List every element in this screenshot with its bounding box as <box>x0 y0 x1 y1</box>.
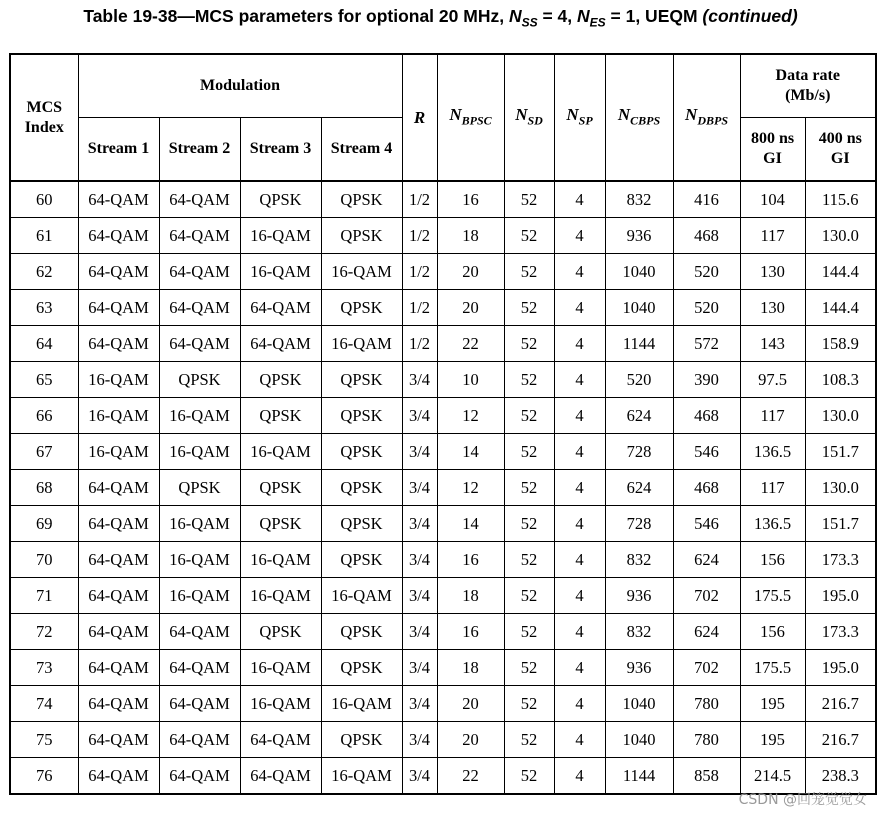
cell-stream-4: QPSK <box>321 542 402 578</box>
header-400ns-gi: 400 ns GI <box>805 118 876 182</box>
cell-nsd: 52 <box>504 326 554 362</box>
cell-r: 3/4 <box>402 650 437 686</box>
cell-stream-1: 64-QAM <box>78 290 159 326</box>
cell-stream-3: 64-QAM <box>240 290 321 326</box>
cell-nsp: 4 <box>554 506 605 542</box>
cell-mcs-index: 60 <box>10 181 78 218</box>
caption-nss: $N_{SS}$ <box>508 6 538 30</box>
cell-mcs-index: 63 <box>10 290 78 326</box>
cell-nsp: 4 <box>554 686 605 722</box>
cell-nsd: 52 <box>504 362 554 398</box>
cell-mcs-index: 73 <box>10 650 78 686</box>
header-modulation: Modulation <box>78 54 402 118</box>
header-nsd: $N_{SD}$ <box>504 54 554 181</box>
cell-nbpsc: 20 <box>437 722 504 758</box>
cell-r: 3/4 <box>402 398 437 434</box>
cell-rate-400ns: 108.3 <box>805 362 876 398</box>
cell-rate-400ns: 173.3 <box>805 542 876 578</box>
cell-nsp: 4 <box>554 470 605 506</box>
cell-r: 3/4 <box>402 506 437 542</box>
cell-stream-1: 16-QAM <box>78 362 159 398</box>
cell-stream-3: 16-QAM <box>240 650 321 686</box>
cell-nsd: 52 <box>504 650 554 686</box>
cell-nbpsc: 18 <box>437 578 504 614</box>
cell-nsp: 4 <box>554 758 605 795</box>
cell-stream-2: 16-QAM <box>159 578 240 614</box>
cell-rate-400ns: 130.0 <box>805 218 876 254</box>
cell-stream-3: QPSK <box>240 470 321 506</box>
table-row <box>10 614 876 650</box>
cell-rate-400ns: 216.7 <box>805 722 876 758</box>
cell-r: 3/4 <box>402 758 437 795</box>
cell-ndbps: 780 <box>673 686 740 722</box>
cell-nsd: 52 <box>504 290 554 326</box>
cell-stream-4: QPSK <box>321 650 402 686</box>
cell-nbpsc: 18 <box>437 218 504 254</box>
cell-stream-1: 64-QAM <box>78 650 159 686</box>
cell-r: 3/4 <box>402 434 437 470</box>
header-800ns-gi: 800 ns GI <box>740 118 805 182</box>
cell-nbpsc: 12 <box>437 470 504 506</box>
cell-nsp: 4 <box>554 362 605 398</box>
cell-nbpsc: 22 <box>437 326 504 362</box>
cell-r: 1/2 <box>402 290 437 326</box>
cell-ncbps: 1040 <box>605 686 673 722</box>
cell-nsp: 4 <box>554 326 605 362</box>
caption-nss-value: = 4, <box>537 6 577 26</box>
cell-mcs-index: 76 <box>10 758 78 795</box>
cell-nsp: 4 <box>554 578 605 614</box>
table-row <box>10 686 876 722</box>
cell-r: 1/2 <box>402 181 437 218</box>
cell-r: 1/2 <box>402 254 437 290</box>
cell-ncbps: 1040 <box>605 254 673 290</box>
cell-mcs-index: 65 <box>10 362 78 398</box>
cell-stream-4: QPSK <box>321 181 402 218</box>
cell-rate-800ns: 136.5 <box>740 506 805 542</box>
header-stream-2: Stream 2 <box>159 118 240 182</box>
cell-rate-800ns: 175.5 <box>740 578 805 614</box>
cell-stream-3: QPSK <box>240 614 321 650</box>
cell-nsp: 4 <box>554 722 605 758</box>
cell-r: 1/2 <box>402 218 437 254</box>
cell-stream-1: 64-QAM <box>78 254 159 290</box>
cell-stream-4: QPSK <box>321 722 402 758</box>
cell-ncbps: 936 <box>605 578 673 614</box>
header-nsp: $N_{SP}$ <box>554 54 605 181</box>
cell-stream-3: 64-QAM <box>240 722 321 758</box>
cell-stream-1: 64-QAM <box>78 578 159 614</box>
cell-stream-1: 64-QAM <box>78 181 159 218</box>
cell-stream-1: 64-QAM <box>78 614 159 650</box>
cell-stream-2: 16-QAM <box>159 506 240 542</box>
table-row <box>10 398 876 434</box>
table-body <box>10 181 876 794</box>
cell-stream-3: QPSK <box>240 362 321 398</box>
cell-stream-2: 16-QAM <box>159 434 240 470</box>
cell-nsd: 52 <box>504 218 554 254</box>
table-row <box>10 434 876 470</box>
cell-nsp: 4 <box>554 542 605 578</box>
cell-r: 3/4 <box>402 470 437 506</box>
cell-ncbps: 1040 <box>605 290 673 326</box>
cell-nsp: 4 <box>554 254 605 290</box>
cell-rate-800ns: 104 <box>740 181 805 218</box>
cell-stream-3: 64-QAM <box>240 758 321 795</box>
cell-stream-1: 64-QAM <box>78 470 159 506</box>
cell-nsd: 52 <box>504 470 554 506</box>
header-mcs-index: MCS Index <box>10 54 78 181</box>
cell-ndbps: 468 <box>673 398 740 434</box>
cell-stream-3: 64-QAM <box>240 326 321 362</box>
cell-stream-4: QPSK <box>321 614 402 650</box>
header-nbpsc: $N_{BPSC}$ <box>437 54 504 181</box>
table-row <box>10 362 876 398</box>
cell-nsd: 52 <box>504 614 554 650</box>
cell-mcs-index: 67 <box>10 434 78 470</box>
cell-rate-400ns: 195.0 <box>805 578 876 614</box>
cell-stream-2: 64-QAM <box>159 181 240 218</box>
cell-rate-800ns: 195 <box>740 686 805 722</box>
cell-stream-2: 64-QAM <box>159 254 240 290</box>
mcs-parameters-table <box>9 53 877 795</box>
cell-nbpsc: 22 <box>437 758 504 795</box>
cell-nsp: 4 <box>554 218 605 254</box>
table-row <box>10 722 876 758</box>
cell-mcs-index: 75 <box>10 722 78 758</box>
cell-ncbps: 1040 <box>605 722 673 758</box>
cell-ncbps: 624 <box>605 398 673 434</box>
cell-nsd: 52 <box>504 578 554 614</box>
cell-stream-4: QPSK <box>321 218 402 254</box>
table-row <box>10 506 876 542</box>
cell-stream-1: 16-QAM <box>78 398 159 434</box>
caption-prefix: Table 19-38—MCS parameters for optional 20 MHz, <box>83 6 509 26</box>
cell-stream-3: QPSK <box>240 506 321 542</box>
cell-ndbps: 520 <box>673 254 740 290</box>
cell-r: 3/4 <box>402 362 437 398</box>
cell-stream-1: 64-QAM <box>78 218 159 254</box>
cell-ndbps: 702 <box>673 650 740 686</box>
cell-nsd: 52 <box>504 434 554 470</box>
cell-stream-4: 16-QAM <box>321 326 402 362</box>
header-ncbps: $N_{CBPS}$ <box>605 54 673 181</box>
cell-stream-3: QPSK <box>240 398 321 434</box>
cell-mcs-index: 71 <box>10 578 78 614</box>
cell-ndbps: 520 <box>673 290 740 326</box>
cell-stream-2: QPSK <box>159 362 240 398</box>
cell-nsd: 52 <box>504 758 554 795</box>
header-stream-3: Stream 3 <box>240 118 321 182</box>
cell-nsd: 52 <box>504 181 554 218</box>
cell-ncbps: 1144 <box>605 758 673 795</box>
cell-nsp: 4 <box>554 290 605 326</box>
cell-nbpsc: 20 <box>437 686 504 722</box>
cell-ncbps: 624 <box>605 470 673 506</box>
cell-rate-800ns: 97.5 <box>740 362 805 398</box>
cell-stream-1: 64-QAM <box>78 542 159 578</box>
cell-nsp: 4 <box>554 614 605 650</box>
cell-rate-400ns: 144.4 <box>805 290 876 326</box>
cell-nbpsc: 16 <box>437 614 504 650</box>
cell-rate-800ns: 130 <box>740 254 805 290</box>
cell-stream-4: 16-QAM <box>321 578 402 614</box>
cell-mcs-index: 66 <box>10 398 78 434</box>
cell-stream-4: QPSK <box>321 398 402 434</box>
cell-mcs-index: 69 <box>10 506 78 542</box>
cell-stream-2: 16-QAM <box>159 542 240 578</box>
table-row <box>10 290 876 326</box>
header-data-rate: Data rate (Mb/s) <box>740 54 876 118</box>
table-row <box>10 578 876 614</box>
cell-rate-800ns: 156 <box>740 542 805 578</box>
cell-stream-2: 64-QAM <box>159 686 240 722</box>
cell-nsd: 52 <box>504 506 554 542</box>
cell-nbpsc: 20 <box>437 254 504 290</box>
cell-rate-400ns: 151.7 <box>805 434 876 470</box>
cell-r: 1/2 <box>402 326 437 362</box>
cell-rate-800ns: 195 <box>740 722 805 758</box>
cell-ndbps: 572 <box>673 326 740 362</box>
cell-stream-1: 64-QAM <box>78 326 159 362</box>
cell-rate-400ns: 238.3 <box>805 758 876 795</box>
cell-ndbps: 546 <box>673 434 740 470</box>
cell-stream-2: 64-QAM <box>159 758 240 795</box>
header-stream-1: Stream 1 <box>78 118 159 182</box>
cell-rate-400ns: 115.6 <box>805 181 876 218</box>
table-row <box>10 181 876 218</box>
cell-stream-3: 16-QAM <box>240 686 321 722</box>
cell-stream-2: 64-QAM <box>159 614 240 650</box>
cell-ndbps: 468 <box>673 218 740 254</box>
cell-nbpsc: 14 <box>437 506 504 542</box>
header-stream-4: Stream 4 <box>321 118 402 182</box>
caption-nes-value: = 1, UEQM <box>605 6 703 26</box>
cell-rate-800ns: 214.5 <box>740 758 805 795</box>
cell-ndbps: 468 <box>673 470 740 506</box>
cell-rate-800ns: 130 <box>740 290 805 326</box>
cell-nbpsc: 14 <box>437 434 504 470</box>
cell-rate-400ns: 144.4 <box>805 254 876 290</box>
cell-ndbps: 780 <box>673 722 740 758</box>
watermark: CSDN @回笼觉觉女 <box>738 792 867 808</box>
cell-rate-800ns: 117 <box>740 218 805 254</box>
cell-r: 3/4 <box>402 542 437 578</box>
cell-ndbps: 702 <box>673 578 740 614</box>
cell-rate-400ns: 151.7 <box>805 506 876 542</box>
cell-stream-2: 64-QAM <box>159 650 240 686</box>
cell-ncbps: 728 <box>605 506 673 542</box>
cell-rate-400ns: 216.7 <box>805 686 876 722</box>
cell-nbpsc: 16 <box>437 181 504 218</box>
cell-stream-4: 16-QAM <box>321 686 402 722</box>
cell-stream-2: 64-QAM <box>159 218 240 254</box>
cell-ncbps: 520 <box>605 362 673 398</box>
cell-stream-4: 16-QAM <box>321 254 402 290</box>
cell-stream-4: QPSK <box>321 470 402 506</box>
cell-stream-1: 64-QAM <box>78 722 159 758</box>
cell-mcs-index: 61 <box>10 218 78 254</box>
caption-nes: $N_{ES}$ <box>577 6 606 30</box>
cell-nsd: 52 <box>504 398 554 434</box>
cell-r: 3/4 <box>402 614 437 650</box>
caption-continued: (continued) <box>702 6 798 26</box>
cell-stream-1: 16-QAM <box>78 434 159 470</box>
cell-nsp: 4 <box>554 398 605 434</box>
table-caption <box>0 4 881 35</box>
cell-mcs-index: 62 <box>10 254 78 290</box>
cell-stream-2: 64-QAM <box>159 722 240 758</box>
cell-ndbps: 416 <box>673 181 740 218</box>
cell-stream-4: QPSK <box>321 506 402 542</box>
cell-nbpsc: 12 <box>437 398 504 434</box>
table-row <box>10 470 876 506</box>
cell-stream-4: QPSK <box>321 362 402 398</box>
cell-nsp: 4 <box>554 434 605 470</box>
cell-ncbps: 832 <box>605 542 673 578</box>
cell-rate-400ns: 158.9 <box>805 326 876 362</box>
cell-nsd: 52 <box>504 686 554 722</box>
cell-rate-800ns: 117 <box>740 398 805 434</box>
header-ndbps: $N_{DBPS}$ <box>673 54 740 181</box>
header-r: R <box>402 54 437 181</box>
cell-ncbps: 1144 <box>605 326 673 362</box>
cell-stream-4: QPSK <box>321 434 402 470</box>
cell-ndbps: 624 <box>673 614 740 650</box>
cell-r: 3/4 <box>402 578 437 614</box>
cell-ncbps: 832 <box>605 614 673 650</box>
cell-stream-1: 64-QAM <box>78 506 159 542</box>
cell-rate-400ns: 173.3 <box>805 614 876 650</box>
cell-nbpsc: 20 <box>437 290 504 326</box>
cell-stream-3: 16-QAM <box>240 578 321 614</box>
cell-r: 3/4 <box>402 722 437 758</box>
cell-rate-800ns: 175.5 <box>740 650 805 686</box>
cell-mcs-index: 72 <box>10 614 78 650</box>
cell-mcs-index: 70 <box>10 542 78 578</box>
cell-nsp: 4 <box>554 650 605 686</box>
cell-rate-800ns: 143 <box>740 326 805 362</box>
cell-r: 3/4 <box>402 686 437 722</box>
cell-rate-800ns: 136.5 <box>740 434 805 470</box>
cell-rate-800ns: 156 <box>740 614 805 650</box>
table-row <box>10 326 876 362</box>
cell-stream-2: 64-QAM <box>159 290 240 326</box>
table-row <box>10 542 876 578</box>
cell-rate-400ns: 130.0 <box>805 470 876 506</box>
cell-stream-2: 16-QAM <box>159 398 240 434</box>
table-row <box>10 254 876 290</box>
table-row <box>10 218 876 254</box>
table-row <box>10 650 876 686</box>
cell-nbpsc: 18 <box>437 650 504 686</box>
cell-nbpsc: 16 <box>437 542 504 578</box>
cell-stream-1: 64-QAM <box>78 758 159 795</box>
cell-stream-2: 64-QAM <box>159 326 240 362</box>
cell-ndbps: 546 <box>673 506 740 542</box>
cell-stream-4: QPSK <box>321 290 402 326</box>
cell-stream-3: QPSK <box>240 181 321 218</box>
cell-ncbps: 832 <box>605 181 673 218</box>
cell-mcs-index: 64 <box>10 326 78 362</box>
cell-stream-3: 16-QAM <box>240 218 321 254</box>
cell-nsd: 52 <box>504 542 554 578</box>
cell-rate-400ns: 195.0 <box>805 650 876 686</box>
cell-ndbps: 624 <box>673 542 740 578</box>
cell-nsd: 52 <box>504 254 554 290</box>
cell-rate-800ns: 117 <box>740 470 805 506</box>
cell-stream-3: 16-QAM <box>240 542 321 578</box>
cell-rate-400ns: 130.0 <box>805 398 876 434</box>
cell-ndbps: 858 <box>673 758 740 795</box>
cell-stream-3: 16-QAM <box>240 254 321 290</box>
cell-mcs-index: 68 <box>10 470 78 506</box>
cell-stream-3: 16-QAM <box>240 434 321 470</box>
cell-ncbps: 936 <box>605 218 673 254</box>
cell-stream-4: 16-QAM <box>321 758 402 795</box>
cell-ndbps: 390 <box>673 362 740 398</box>
cell-ncbps: 728 <box>605 434 673 470</box>
cell-nbpsc: 10 <box>437 362 504 398</box>
cell-ncbps: 936 <box>605 650 673 686</box>
cell-nsp: 4 <box>554 181 605 218</box>
cell-mcs-index: 74 <box>10 686 78 722</box>
cell-nsd: 52 <box>504 722 554 758</box>
cell-stream-2: QPSK <box>159 470 240 506</box>
cell-stream-1: 64-QAM <box>78 686 159 722</box>
